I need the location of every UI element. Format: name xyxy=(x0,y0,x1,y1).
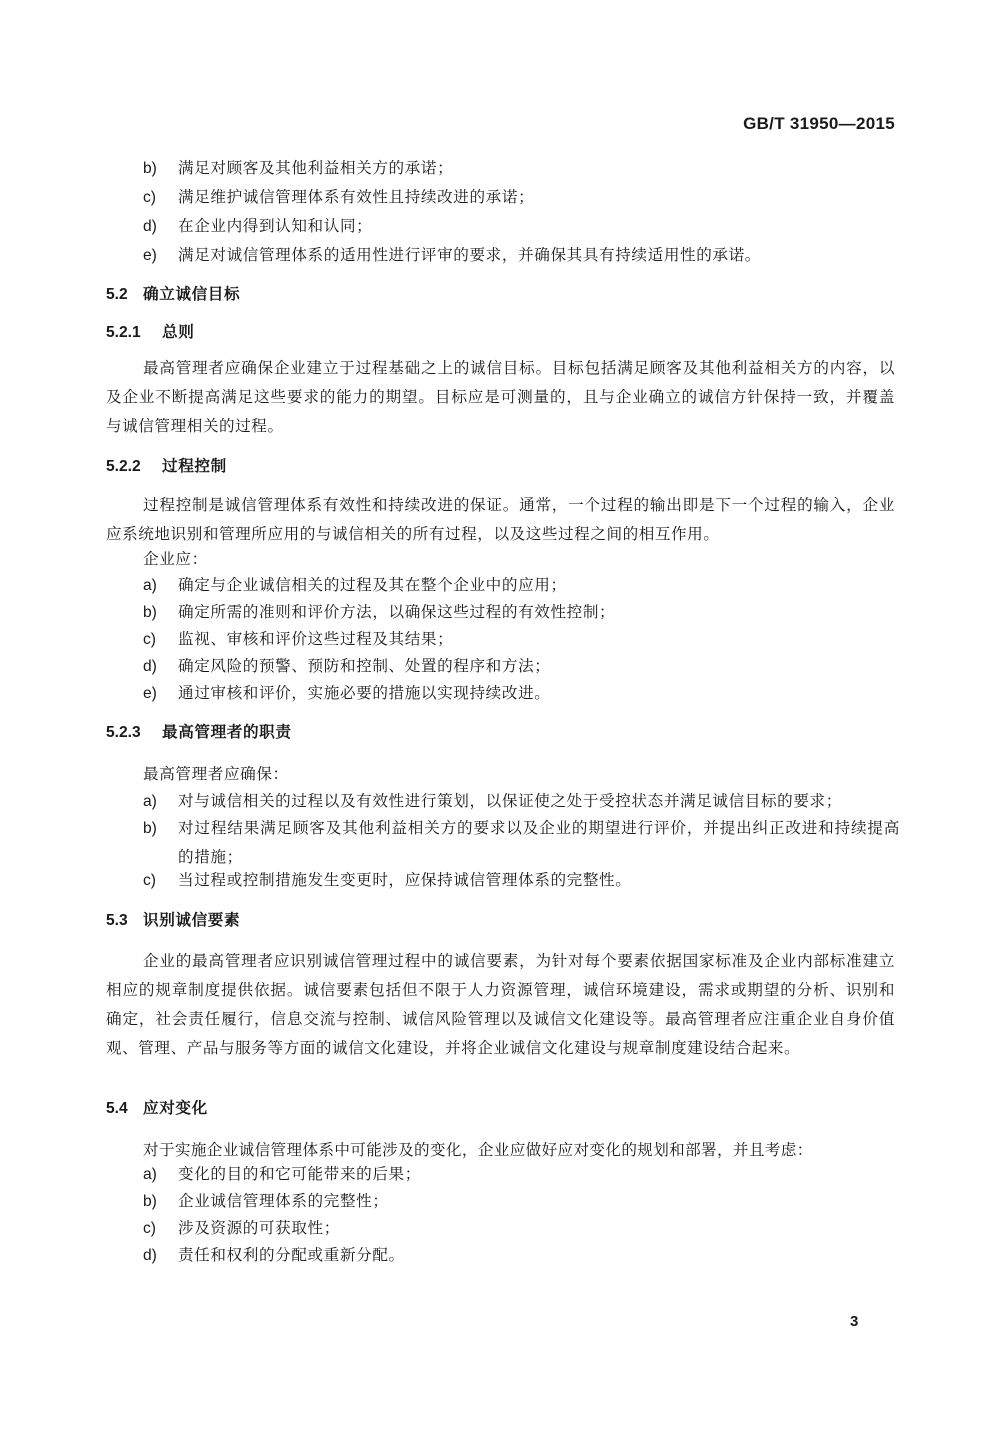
list-marker: e) xyxy=(143,247,157,264)
list-marker: a) xyxy=(143,577,157,594)
list-text: 责任和权利的分配或重新分配。 xyxy=(178,1246,405,1264)
section-title: 最高管理者的职责 xyxy=(162,723,292,741)
list-marker: b) xyxy=(143,1193,157,1210)
section-title: 过程控制 xyxy=(162,457,227,475)
list-text: 涉及资源的可获取性； xyxy=(178,1219,340,1237)
section-number: 5.2.1 xyxy=(106,324,141,341)
section-number: 5.4 xyxy=(106,1100,128,1117)
section-title: 确立诚信目标 xyxy=(143,285,241,303)
section-number: 5.2 xyxy=(106,286,128,303)
list-text: 企业诚信管理体系的完整性； xyxy=(178,1192,389,1210)
list-text: 满足维护诚信管理体系有效性且持续改进的承诺； xyxy=(178,188,535,206)
list-text: 在企业内得到认知和认同； xyxy=(178,217,373,235)
section-title: 应对变化 xyxy=(143,1099,208,1117)
lead-text: 企业应： xyxy=(143,550,208,568)
list-marker: c) xyxy=(143,872,156,889)
list-marker: c) xyxy=(143,189,156,206)
list-text: 对过程结果满足顾客及其他利益相关方的要求以及企业的期望进行评价，并提出纠正改进和持续提高的措施； xyxy=(178,819,900,866)
list-text: 通过审核和评价，实施必要的措施以实现持续改进。 xyxy=(178,684,551,702)
paragraph: 过程控制是诚信管理体系有效性和持续改进的保证。通常，一个过程的输出即是下一个过程的输入，企业应系统地识别和管理所应用的与诚信相关的所有过程，以及这些过程之间的相互作用。 xyxy=(106,496,895,543)
section-title: 总则 xyxy=(162,323,195,341)
list-text: 确定风险的预警、预防和控制、处置的程序和方法； xyxy=(178,657,551,675)
list-marker: e) xyxy=(143,685,157,702)
section-number: 5.2.2 xyxy=(106,458,141,475)
list-text: 确定所需的准则和评价方法，以确保这些过程的有效性控制； xyxy=(178,603,616,621)
list-marker: c) xyxy=(143,1220,156,1237)
standard-code: GB/T 31950—2015 xyxy=(743,114,895,133)
list-marker: d) xyxy=(143,218,157,235)
list-text: 当过程或控制措施发生变更时，应保持诚信管理体系的完整性。 xyxy=(178,871,632,889)
section-number: 5.2.3 xyxy=(106,724,141,741)
lead-text: 对于实施企业诚信管理体系中可能涉及的变化，企业应做好应对变化的规划和部署，并且考虑： xyxy=(143,1141,813,1159)
list-marker: b) xyxy=(143,604,157,621)
list-marker: a) xyxy=(143,1166,157,1183)
section-title: 识别诚信要素 xyxy=(143,911,241,929)
list-text: 变化的目的和它可能带来的后果； xyxy=(178,1165,421,1183)
paragraph: 最高管理者应确保企业建立于过程基础之上的诚信目标。目标包括满足顾客及其他利益相关方的内容，以及企业不断提高满足这些要求的能力的期望。目标应是可测量的，且与企业确立的诚信方针保持一致，并覆盖与诚信管理相关的过程。 xyxy=(106,359,895,435)
list-text: 确定与企业诚信相关的过程及其在整个企业中的应用； xyxy=(178,576,567,594)
list-text: 对与诚信相关的过程以及有效性进行策划，以保证使之处于受控状态并满足诚信目标的要求； xyxy=(178,792,842,810)
list-text: 满足对诚信管理体系的适用性进行评审的要求，并确保其具有持续适用性的承诺。 xyxy=(178,246,761,264)
list-marker: d) xyxy=(143,658,157,675)
list-marker: d) xyxy=(143,1247,157,1264)
list-marker: b) xyxy=(143,820,157,837)
page-number: 3 xyxy=(850,1313,859,1330)
list-marker: a) xyxy=(143,793,157,810)
section-number: 5.3 xyxy=(106,912,128,929)
lead-text: 最高管理者应确保： xyxy=(143,765,289,783)
list-marker: b) xyxy=(143,160,157,177)
paragraph: 企业的最高管理者应识别诚信管理过程中的诚信要素，为针对每个要素依据国家标准及企业内部标准建立相应的规章制度提供依据。诚信要素包括但不限于人力资源管理，诚信环境建设，需求或期望的分析、识别和确定，社会责任履行，信息交流与控制、诚信风险管理以及诚信文化建设等。最高管理者应注重企业自身价值观、管理、产品与服务等方面的诚信文化建设，并将企业诚信文化建设与规章制度建设结合起来。 xyxy=(106,952,895,1057)
list-marker: c) xyxy=(143,631,156,648)
list-text: 满足对顾客及其他利益相关方的承诺； xyxy=(178,159,454,177)
list-text: 监视、审核和评价这些过程及其结果； xyxy=(178,630,454,648)
